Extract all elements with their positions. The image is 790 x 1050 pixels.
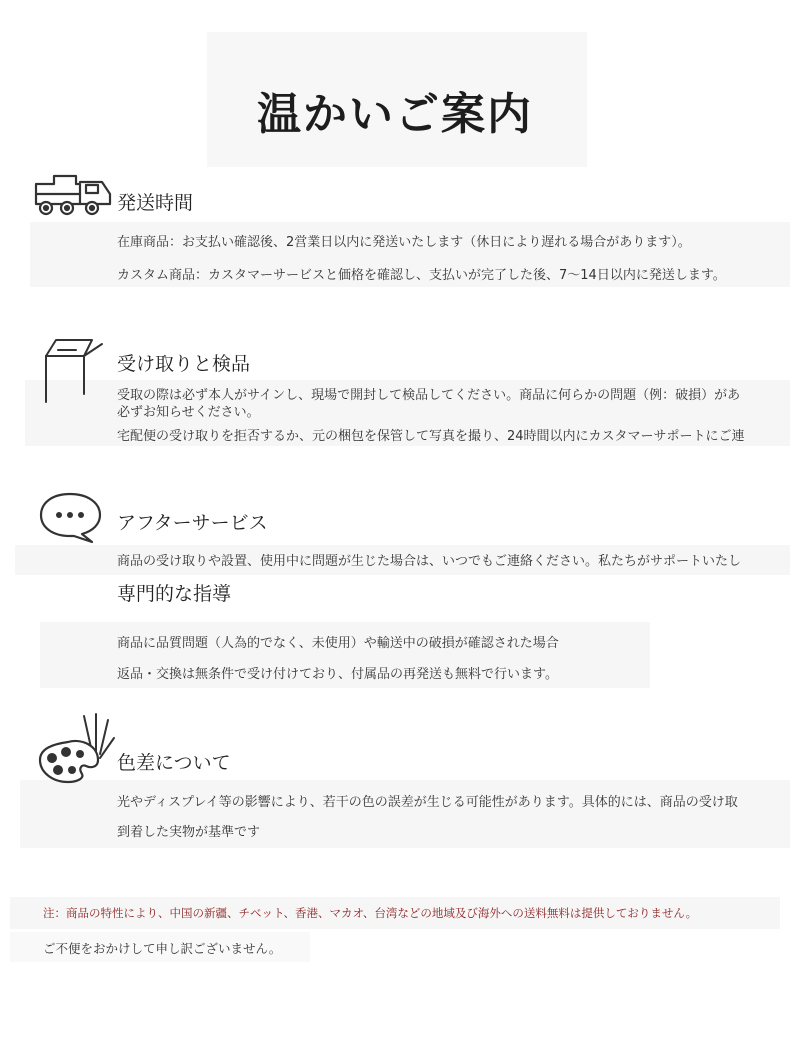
aftersales-line: 商品の受け取りや設置、使用中に問題が生じた場合は、いつでもご連絡ください。私たちがサポートいたし: [117, 554, 742, 569]
section-heading-aftersales: アフターサービス: [117, 512, 268, 534]
shipping-restriction-note: 注：商品の特性により、中国の新疆、チベット、香港、マカオ、台湾などの地域及び海外への送料無料は提供しておりません。: [43, 906, 698, 920]
box-icon: [40, 336, 110, 406]
truck-icon: [32, 172, 116, 218]
guidance-line: 返品・交換は無条件で受け付けており、付属品の再発送も無料で行います。: [117, 667, 558, 682]
apology-note: ご不便をおかけして申し訳ございません。: [43, 941, 282, 956]
palette-icon: [38, 712, 118, 784]
section-heading-shipping: 発送時間: [117, 192, 194, 214]
shipping-line: 在庫商品：お支払い確認後、2営業日以内に発送いたします（休日により遅れる場合があります）。: [117, 235, 691, 250]
receipt-line: 宅配便の受け取りを拒否するか、元の梱包を保管して写真を撮り、24時間以内にカスタマーサポートにご連: [117, 429, 745, 444]
page-title: 温かいご案内: [257, 89, 533, 140]
guidance-line: 商品に品質問題（人為的でなく、未使用）や輸送中の破損が確認された場合: [117, 636, 559, 651]
receipt-line: 必ずお知らせください。: [117, 405, 260, 420]
color-line: 光やディスプレイ等の影響により、若干の色の誤差が生じる可能性があります。具体的には、商品の受け取: [117, 795, 738, 810]
section-heading-color: 色差について: [117, 752, 231, 774]
chat-bubble-icon: [38, 490, 104, 544]
shipping-line: カスタム商品：カスタマーサービスと価格を確認し、支払いが完了した後、7〜14日以内に発送します。: [117, 268, 726, 283]
section-heading-receipt: 受け取りと検品: [117, 353, 251, 375]
color-line: 到着した実物が基準です: [117, 825, 261, 840]
section-heading-guidance: 専門的な指導: [117, 583, 232, 605]
receipt-line: 受取の際は必ず本人がサインし、現場で開封して検品してください。商品に何らかの問題（例：破損）があ: [117, 388, 741, 403]
